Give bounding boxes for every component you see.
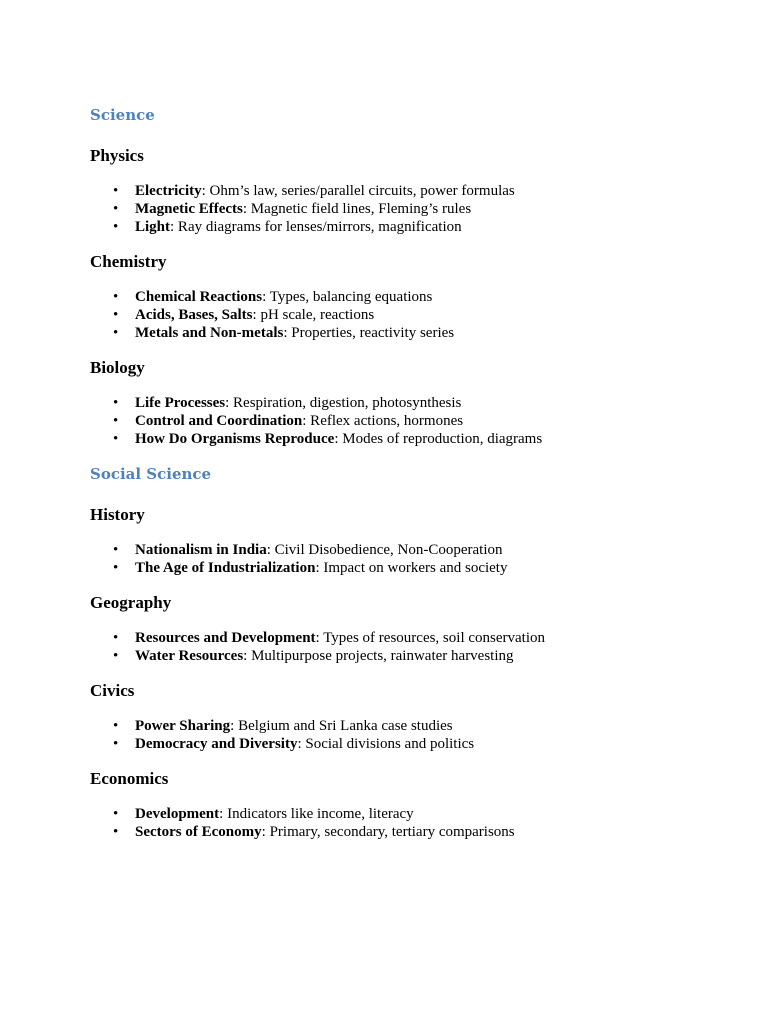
bullet-icon: • (113, 824, 119, 840)
topic-term: Light (135, 219, 171, 235)
topic-desc: : Multipurpose projects, rainwater harvesting (243, 648, 514, 664)
section-heading-science: Science (90, 106, 155, 124)
topic-desc: : Primary, secondary, tertiary comparisons (261, 824, 515, 840)
list-item (90, 805, 710, 823)
topic-term: Sectors of Economy (135, 824, 262, 840)
topic-desc: : Magnetic field lines, Fleming’s rules (242, 201, 472, 217)
subject-heading-physics: Physics (90, 146, 144, 165)
list-item (90, 394, 710, 412)
list-item (90, 647, 710, 665)
topic-term: Life Processes (135, 395, 226, 411)
bullet-icon: • (113, 736, 119, 752)
bullet-icon: • (113, 648, 119, 664)
topic-list-economics (90, 805, 710, 841)
topic-list-civics (90, 717, 710, 753)
bullet-icon: • (113, 718, 119, 734)
topic-term: Metals and Non-metals (135, 325, 284, 341)
bullet-icon: • (113, 219, 119, 235)
list-item (90, 288, 710, 306)
section-heading-social-science: Social Science (90, 465, 212, 483)
bullet-icon: • (113, 542, 119, 558)
topic-desc: : Properties, reactivity series (283, 325, 455, 341)
list-item (90, 182, 710, 200)
subject-heading-civics: Civics (90, 681, 135, 700)
topic-term: Magnetic Effects (135, 201, 243, 217)
list-item (90, 200, 710, 218)
bullet-icon: • (113, 431, 119, 447)
list-item (90, 823, 710, 841)
topic-term: The Age of Industrialization (135, 560, 316, 576)
bullet-icon: • (113, 307, 119, 323)
subject-heading-economics: Economics (90, 769, 169, 788)
list-item (90, 412, 710, 430)
topic-list-geography (90, 629, 710, 665)
bullet-icon: • (113, 289, 119, 305)
topic-list-chemistry (90, 288, 710, 342)
list-item (90, 735, 710, 753)
topic-desc: : Types, balancing equations (262, 289, 433, 305)
topic-desc: : Social divisions and politics (297, 736, 475, 752)
topic-term: Development (135, 806, 220, 822)
document-page (90, 104, 710, 856)
topic-list-biology (90, 394, 710, 448)
bullet-icon: • (113, 806, 119, 822)
list-item (90, 629, 710, 647)
list-item (90, 324, 710, 342)
topic-term: Chemical Reactions (135, 289, 263, 305)
subject-heading-history: History (90, 505, 145, 524)
topic-desc: : Indicators like income, literacy (219, 806, 414, 822)
topic-term: Power Sharing (135, 718, 231, 734)
subject-heading-biology: Biology (90, 358, 145, 377)
topic-list-history (90, 541, 710, 577)
topic-term: Resources and Development (135, 630, 316, 646)
topic-desc: : Ray diagrams for lenses/mirrors, magnification (170, 219, 462, 235)
topic-term: Democracy and Diversity (135, 736, 298, 752)
topic-desc: : Civil Disobedience, Non-Cooperation (266, 542, 503, 558)
topic-term: Electricity (135, 183, 202, 199)
bullet-icon: • (113, 395, 119, 411)
list-item (90, 559, 710, 577)
topic-term: How Do Organisms Reproduce (135, 431, 335, 447)
subject-heading-chemistry: Chemistry (90, 252, 167, 271)
topic-desc: : Impact on workers and society (315, 560, 508, 576)
topic-desc: : pH scale, reactions (252, 307, 375, 323)
topic-desc: : Modes of reproduction, diagrams (334, 431, 543, 447)
bullet-icon: • (113, 325, 119, 341)
topic-desc: : Ohm’s law, series/parallel circuits, power formulas (201, 183, 515, 199)
list-item (90, 541, 710, 559)
topic-term: Acids, Bases, Salts (135, 307, 253, 323)
list-item (90, 306, 710, 324)
bullet-icon: • (113, 413, 119, 429)
list-item (90, 218, 710, 236)
topic-term: Control and Coordination (135, 413, 303, 429)
bullet-icon: • (113, 201, 119, 217)
topic-term: Water Resources (135, 648, 244, 664)
topic-list-physics (90, 182, 710, 236)
topic-desc: : Types of resources, soil conservation (315, 630, 545, 646)
bullet-icon: • (113, 183, 119, 199)
bullet-icon: • (113, 560, 119, 576)
topic-desc: : Belgium and Sri Lanka case studies (230, 718, 453, 734)
subject-heading-geography: Geography (90, 593, 172, 612)
list-item (90, 717, 710, 735)
topic-term: Nationalism in India (135, 542, 267, 558)
topic-desc: : Reflex actions, hormones (302, 413, 464, 429)
list-item (90, 430, 710, 448)
bullet-icon: • (113, 630, 119, 646)
topic-desc: : Respiration, digestion, photosynthesis (225, 395, 462, 411)
